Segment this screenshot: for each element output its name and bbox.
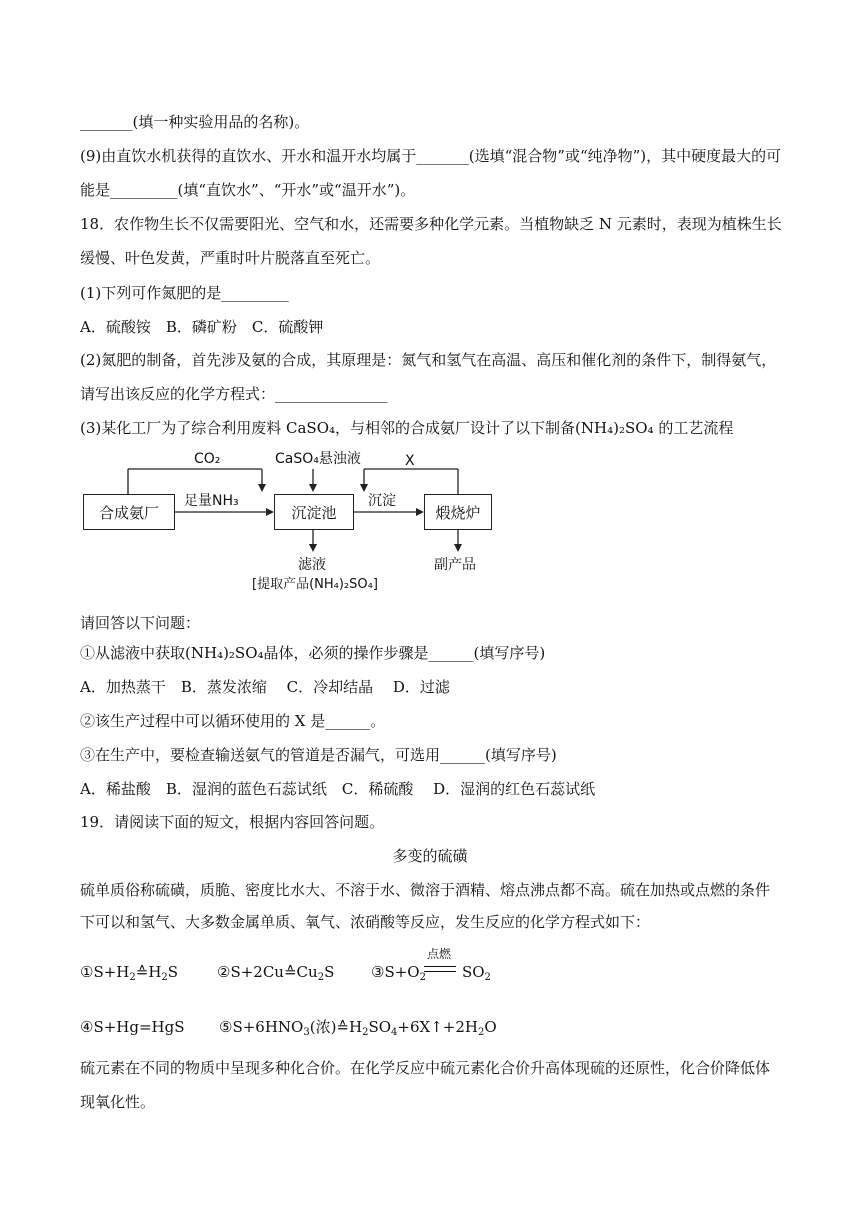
co2-label: CO₂ [194,451,221,467]
text-line: 请写出该反应的化学方程式：_______________ [80,385,388,403]
calciner-box: 煅烧炉 [424,494,492,530]
condition-ignite-label: 点燃 [427,947,452,961]
byproduct-label: 副产品 [434,557,476,573]
equation-1: $①S+H_2≙H_2S$ [80,963,179,983]
question-18-line: 18．农作物生长不仅需要阳光、空气和水，还需要多种化学元素。当植物缺乏 N 元素时，表现为植株生长 [80,215,782,233]
equation-4: ④S+Hg=HgS [80,1018,185,1036]
equation-2: $②S+2Cu≙Cu_2S$ [217,963,335,983]
passage-line: 现氧化性。 [80,1093,156,1111]
precipitate-label: 沉淀 [368,493,396,509]
text-line: _______(填一种实验用品的名称)。 [80,113,310,131]
passage-line: 下可以和氢气、大多数金属单质、氧气、浓硝酸等反应，发生反应的化学方程式如下： [80,913,651,931]
item-1-line: ①从滤液中获取(NH₄)₂SO₄晶体，必须的操作步骤是______(填写序号) [80,644,546,662]
passage-line: 硫单质俗称硫磺，质脆、密度比水大、不溶于水、微溶于酒精、熔点沸点都不高。硫在加热或点燃的条件 [80,881,771,899]
product-label: [提取产品(NH₄)₂SO₄] [252,577,378,592]
item-3-line: ③在生产中，要检查输送氨气的管道是否漏气，可选用______(填写序号) [80,746,557,764]
subquestion-2-line: (2)氮肥的制备，首先涉及氨的合成，其原理是：氮气和氢气在高温、高压和催化剂的条件下，制得氨气， [80,351,777,369]
text-line: 能是_________(填“直饮水”、“开水”或“温开水”)。 [80,181,416,199]
equation-5: $⑤S+6HNO_3$(浓)$≙H_2SO_4+6X↑+2H_2O$ [219,1018,497,1038]
filtrate-label: 滤液 [298,557,326,573]
nh3-label: 足量NH₃ [184,493,239,509]
passage-line: 硫元素在不同的物质中呈现多种化合价。在化学反应中硫元素化合价升高体现硫的还原性，化合价降低体 [80,1059,771,1077]
ammonia-plant-box: 合成氨厂 [83,494,175,530]
item-2-line: ②该生产过程中可以循环使用的 X 是______。 [80,712,386,730]
options-line: A．加热蒸干 B．蒸发浓缩 C．冷却结晶 D．过滤 [80,678,450,696]
caso4-suspension-label: CaSO₄悬浊液 [275,451,361,467]
question-19-line: 19．请阅读下面的短文，根据内容回答问题。 [80,813,385,831]
passage-title: 多变的硫磺 [392,847,468,865]
options-line: A．硫酸铵 B．磷矿粉 C．硫酸钾 [80,318,324,336]
equation-3: $③S+O_2$ $SO_2$ [371,963,491,983]
question-9-line: (9)由直饮水机获得的直饮水、开水和温开水均属于_______(选填“混合物”或“纯净物”)，其中硬度最大的可 [80,147,782,165]
subquestion-1-line: (1)下列可作氮肥的是_________ [80,284,289,302]
precipitation-tank-box: 沉淀池 [274,494,354,530]
text-line: 请回答以下问题： [80,614,201,632]
text-line: 缓慢、叶色发黄，严重时叶片脱落直至死亡。 [80,249,381,267]
options-line: A．稀盐酸 B．湿润的蓝色石蕊试纸 C．稀硫酸 D．湿润的红色石蕊试纸 [80,780,596,798]
x-label: X [405,453,415,469]
subquestion-3-line: (3)某化工厂为了综合利用废料 CaSO₄，与相邻的合成氨厂设计了以下制备(NH₄)₂SO₄ 的工艺流程 [80,419,734,437]
equation-double-line [424,966,456,972]
